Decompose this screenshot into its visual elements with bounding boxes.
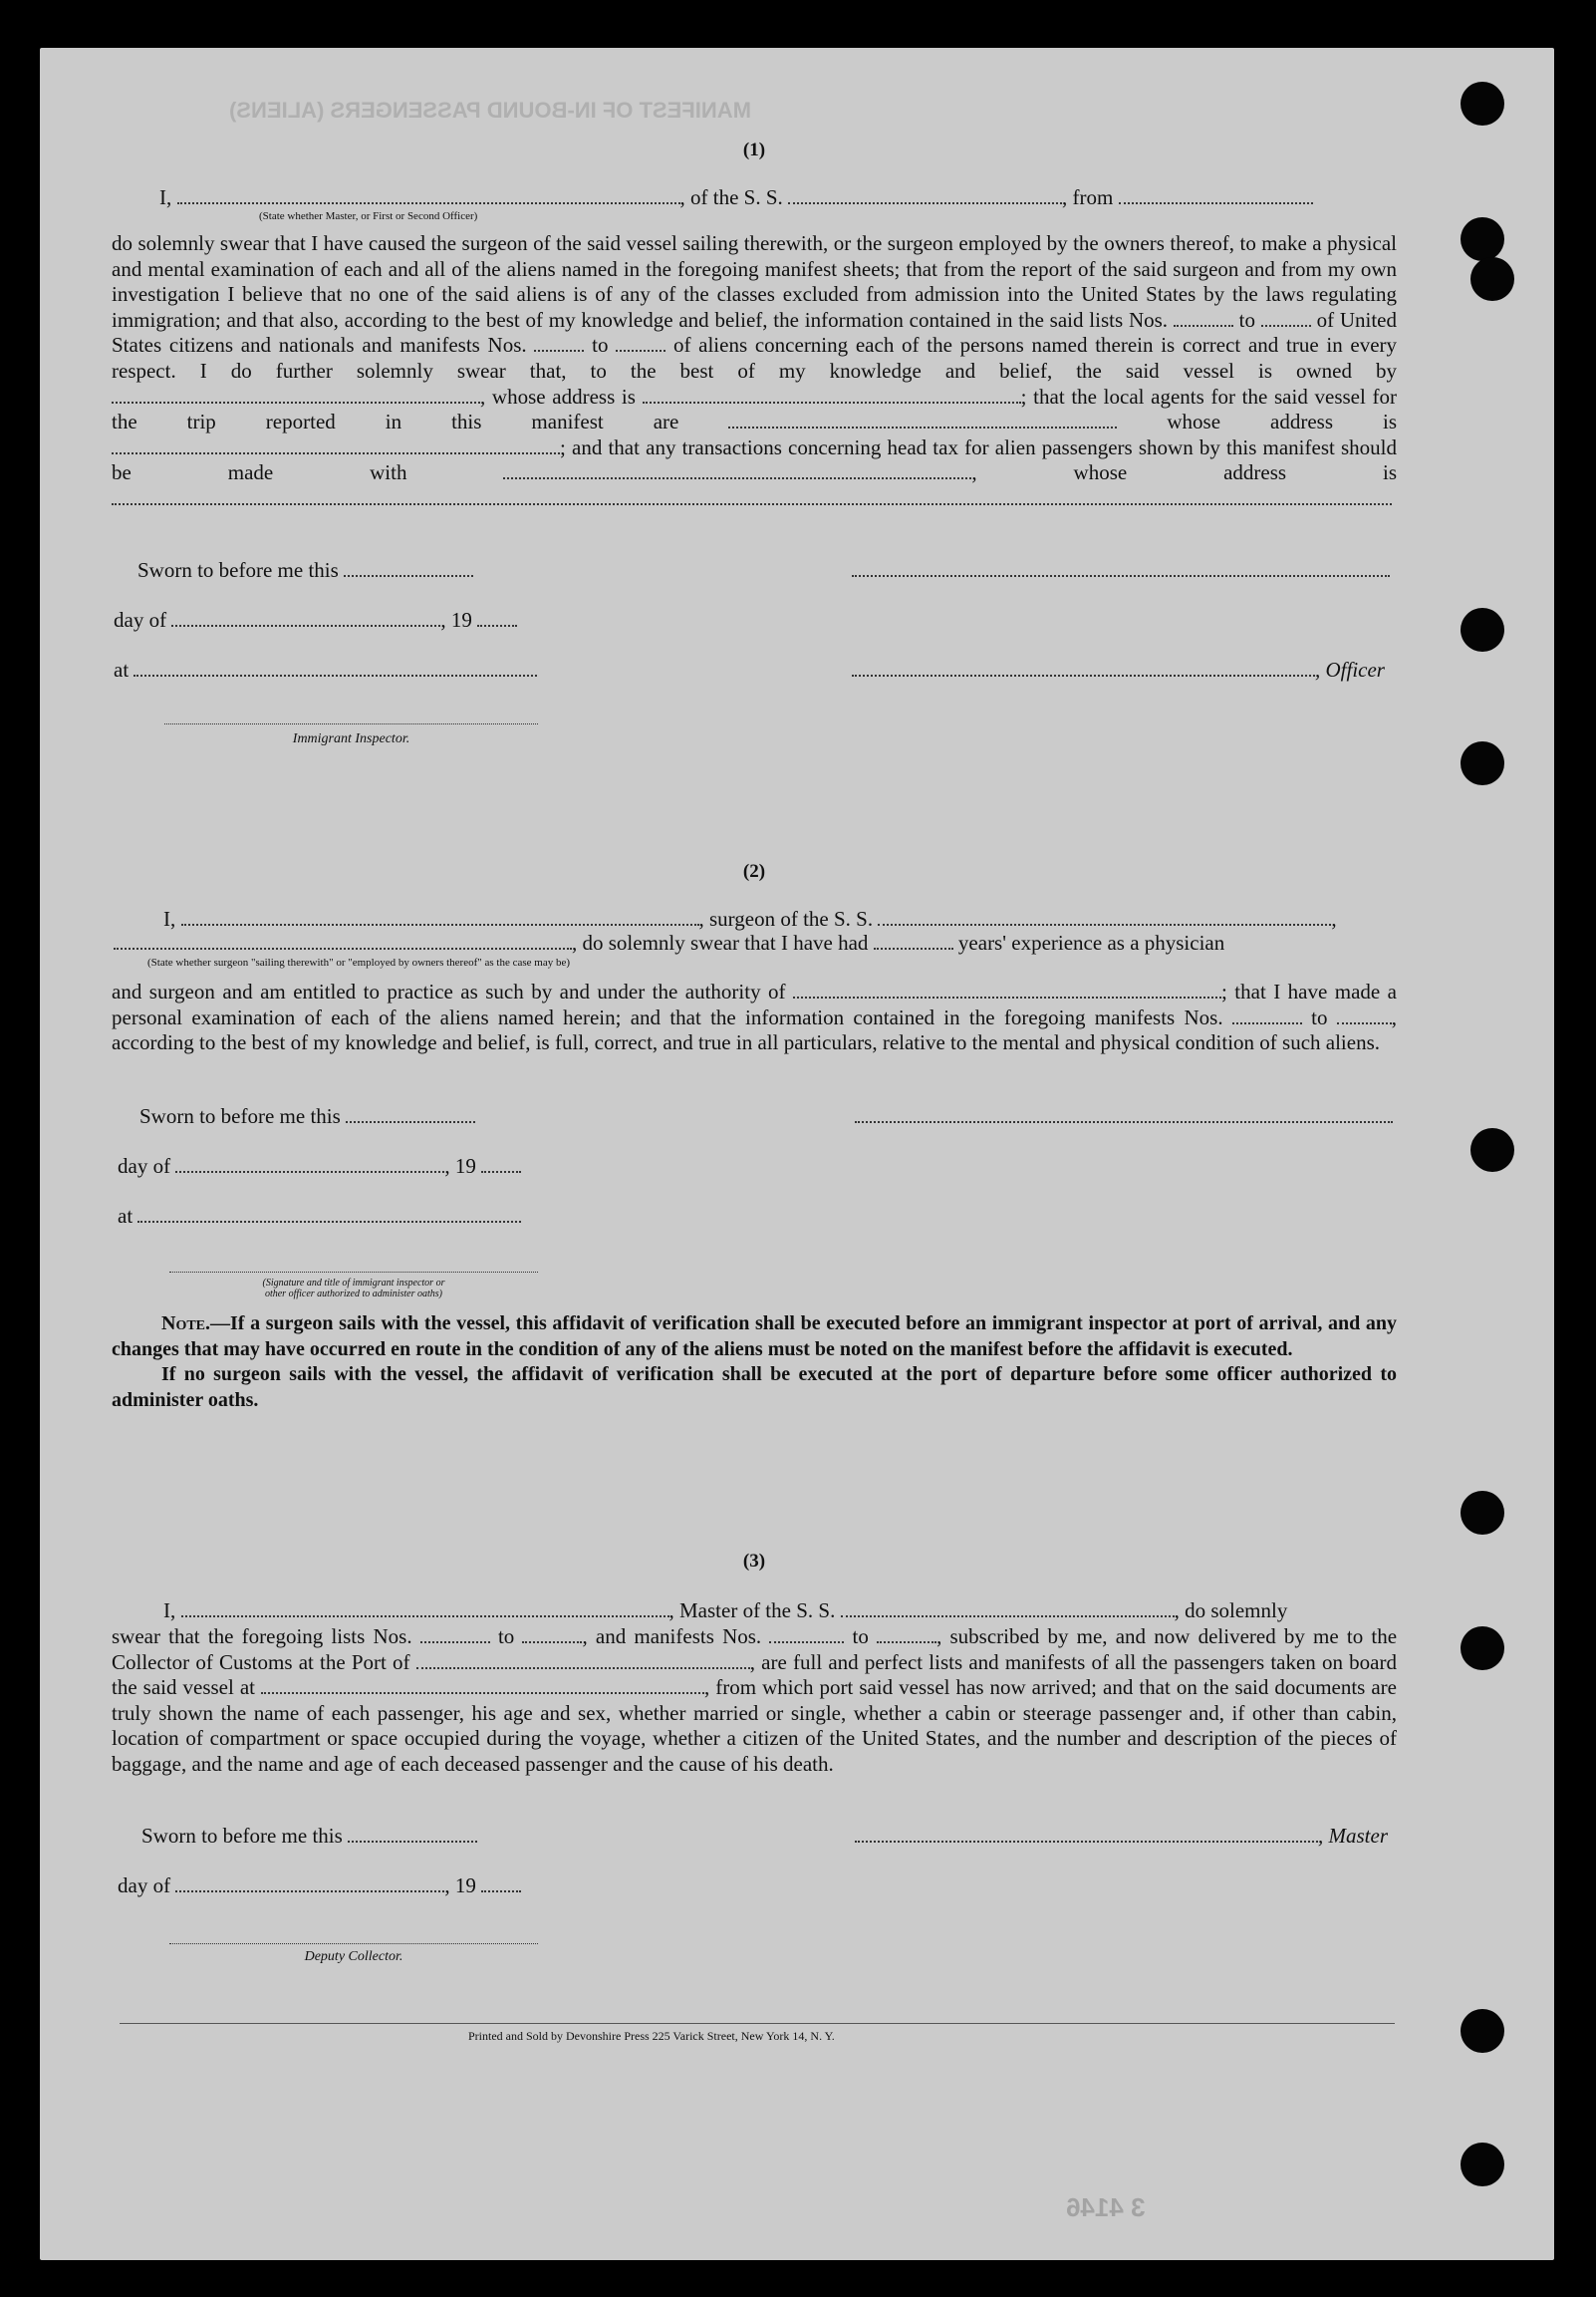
authority-field[interactable] — [793, 981, 1221, 999]
section-1-at-row: at — [114, 658, 537, 683]
inspector-or-officer-signature-line[interactable] — [169, 1272, 538, 1273]
section-2-signature-line[interactable] — [855, 1104, 1393, 1129]
punch-hole — [1461, 2143, 1504, 2186]
section-2-sworn-row: Sworn to before me this — [139, 1104, 475, 1129]
sworn-day-field-2[interactable] — [346, 1105, 475, 1123]
sworn-day-field-3[interactable] — [348, 1825, 477, 1843]
s3-manifests-from-field[interactable] — [769, 1625, 844, 1643]
s3-vessel-name-field[interactable] — [841, 1599, 1175, 1617]
surgeon-name-field[interactable] — [181, 908, 699, 926]
signature-title-caption-line-1: (Signature and title of immigrant inspector or — [262, 1278, 445, 1289]
bleed-through-header: MANIFEST OF IN-BOUND PASSENGERS (ALIENS) — [229, 98, 751, 123]
agents-address-field[interactable] — [112, 436, 560, 454]
section-3-number: (3) — [742, 1551, 766, 1572]
embarkation-port-field[interactable] — [261, 1676, 704, 1694]
master-signature-field[interactable] — [855, 1825, 1318, 1843]
year-field-1[interactable] — [477, 609, 517, 627]
owner-address-field[interactable] — [643, 386, 1021, 404]
section-1-body: do solemnly swear that I have caused the surgeon of the said vessel sailing therewith, or the surgeon employed by the owners thereof, to make a physical and mental examination of each and all of the aliens named in the foregoing manifest sheets; that from the report of the said surgeon and from my own investigation I believe that no one of the said aliens is of any of the classes excluded from admission into the United States by the laws regulating immigration; and that also, according to the best of my knowledge and belief, the information contained in the said lists Nos. to of United States citizens and nationals and manifests Nos. to of aliens concerning each of the persons named therein is correct and true in every respect. I do further solemnly swear that, to the best of my knowledge and belief, the said vessel is owned by , whose address is ; that the local agents for the said vessel for the trip reported in this manifest are whose address is ; and that any transactions concerning head tax for alien passengers shown by this manifest should be made with , whose address is — [112, 231, 1397, 512]
collector-port-field[interactable] — [416, 1651, 750, 1669]
punch-hole — [1461, 1491, 1504, 1535]
section-1-line-1: I, , of the S. S. , from — [159, 185, 1313, 210]
printer-imprint: Printed and Sold by Devonshire Press 225 Varick Street, New York 14, N. Y. — [468, 2029, 835, 2043]
officer-signature-field[interactable] — [852, 659, 1315, 677]
note-paragraph-2: If no surgeon sails with the vessel, the affidavit of verification shall be executed at the port of departure before some officer authorized to administer oaths. — [112, 1363, 1397, 1411]
lists-nos-from-field[interactable] — [1174, 309, 1233, 327]
punch-hole — [1461, 741, 1504, 785]
section-3-master-line: , Master — [855, 1824, 1388, 1849]
footer-rule — [120, 2023, 1395, 2024]
section-1-officer-line: , Officer — [852, 658, 1385, 683]
surgeon-type-field[interactable] — [114, 932, 572, 950]
surgeon-vessel-field[interactable] — [878, 908, 1331, 926]
lists-nos-to-field[interactable] — [1261, 309, 1311, 327]
section-1-number: (1) — [742, 140, 766, 160]
punch-hole — [1461, 2009, 1504, 2053]
section-2-body: and surgeon and am entitled to practice as such by and under the authority of ; that I have made a personal examination of each of the aliens named herein; and that the information contained in the foregoing manifests Nos. to , according to the best of my knowledge and belief, is full, correct, and true in all particulars, relative to the mental and physical condition of such aliens. — [112, 980, 1398, 1055]
year-field-3[interactable] — [481, 1874, 521, 1892]
punch-hole — [1461, 608, 1504, 652]
section-2-at-row: at — [118, 1204, 521, 1229]
local-agents-field[interactable] — [728, 411, 1117, 429]
section-2-line-2: , do solemnly swear that I have had years' experience as a physician — [114, 931, 1224, 956]
signature-title-caption — [169, 1278, 538, 1299]
s3-master-name-field[interactable] — [181, 1599, 669, 1617]
section-1-sworn-row: Sworn to before me this — [137, 558, 473, 583]
bleed-through-stamp: 3 4146 — [1066, 2192, 1146, 2222]
section-1-signature-line[interactable] — [852, 558, 1390, 583]
section-2-number: (2) — [742, 861, 766, 882]
punch-hole — [1461, 82, 1504, 126]
day-of-field-1[interactable] — [171, 609, 440, 627]
note-paragraph-1: —If a surgeon sails with the vessel, this affidavit of verification shall be executed before an immigrant inspector at port of arrival, and any changes that may have occurred en route in the condition of any of the aliens must be noted on the manifest before the affidavit is executed. — [112, 1312, 1397, 1360]
surgeon-manifests-to-field[interactable] — [1337, 1006, 1392, 1024]
at-field-1[interactable] — [133, 659, 537, 677]
punch-hole — [1461, 1626, 1504, 1670]
s3-manifests-to-field[interactable] — [877, 1625, 936, 1643]
master-name-field[interactable] — [177, 186, 680, 204]
inspector-signature-line[interactable] — [164, 723, 538, 724]
manifests-nos-to-field[interactable] — [616, 334, 665, 352]
deputy-collector-signature-line[interactable] — [169, 1943, 538, 1944]
years-experience-field[interactable] — [874, 932, 953, 950]
section-1-day-row: day of , 19 — [114, 608, 517, 633]
note-label: Note. — [161, 1312, 211, 1334]
vessel-name-field[interactable] — [788, 186, 1062, 204]
section-3-day-row: day of , 19 — [118, 1873, 521, 1898]
owner-field[interactable] — [112, 386, 480, 404]
section-3-sworn-row: Sworn to before me this — [141, 1824, 477, 1849]
deputy-collector-caption: Deputy Collector. — [304, 1949, 403, 1964]
sworn-day-field-1[interactable] — [344, 559, 473, 577]
section-1-rank-note: (State whether Master, or First or Second Officer) — [259, 210, 478, 222]
section-2-day-row: day of , 19 — [118, 1154, 521, 1179]
head-tax-agent-field[interactable] — [503, 461, 971, 479]
from-port-field[interactable] — [1119, 186, 1313, 204]
section-3-body: swear that the foregoing lists Nos. to , and manifests Nos. to , subscribed by me, and now delivered by me to the Collector of Customs at the Port of , are full and perfect lists and manifests of all the passengers taken on board the said vessel at , from which port said vessel has now arrived; and that on the said documents are truly shown the name of each passenger, his age and sex, whether married or single, whether a cabin or steerage passenger and, if other than cabin, location of compartment or space occupied during the voyage, whether a citizen of the United States, and the number and description of the pieces of baggage, and the name and age of each deceased passenger and the cause of his death. — [112, 1624, 1398, 1776]
punch-hole — [1470, 257, 1514, 301]
immigrant-inspector-caption: Immigrant Inspector. — [292, 731, 410, 746]
s3-lists-from-field[interactable] — [420, 1625, 490, 1643]
punch-hole — [1461, 217, 1504, 261]
section-3-line-1: I, , Master of the S. S. , do solemnly — [163, 1598, 1288, 1622]
section-2-type-note: (State whether surgeon "sailing therewith" or "employed by owners thereof" as the case may be) — [147, 957, 571, 969]
day-of-field-2[interactable] — [175, 1155, 444, 1173]
signature-title-caption-line-2: other officer authorized to administer oaths) — [264, 1289, 443, 1299]
s3-lists-to-field[interactable] — [522, 1625, 582, 1643]
surgeon-note — [112, 1311, 1397, 1413]
section-2-line-1: I, , surgeon of the S. S. , — [163, 907, 1337, 931]
punch-hole — [1470, 1128, 1514, 1172]
head-tax-address-field[interactable] — [112, 487, 1392, 505]
manifests-nos-from-field[interactable] — [534, 334, 584, 352]
at-field-2[interactable] — [137, 1205, 521, 1223]
day-of-field-3[interactable] — [175, 1874, 444, 1892]
year-field-2[interactable] — [481, 1155, 521, 1173]
surgeon-manifests-from-field[interactable] — [1232, 1006, 1302, 1024]
